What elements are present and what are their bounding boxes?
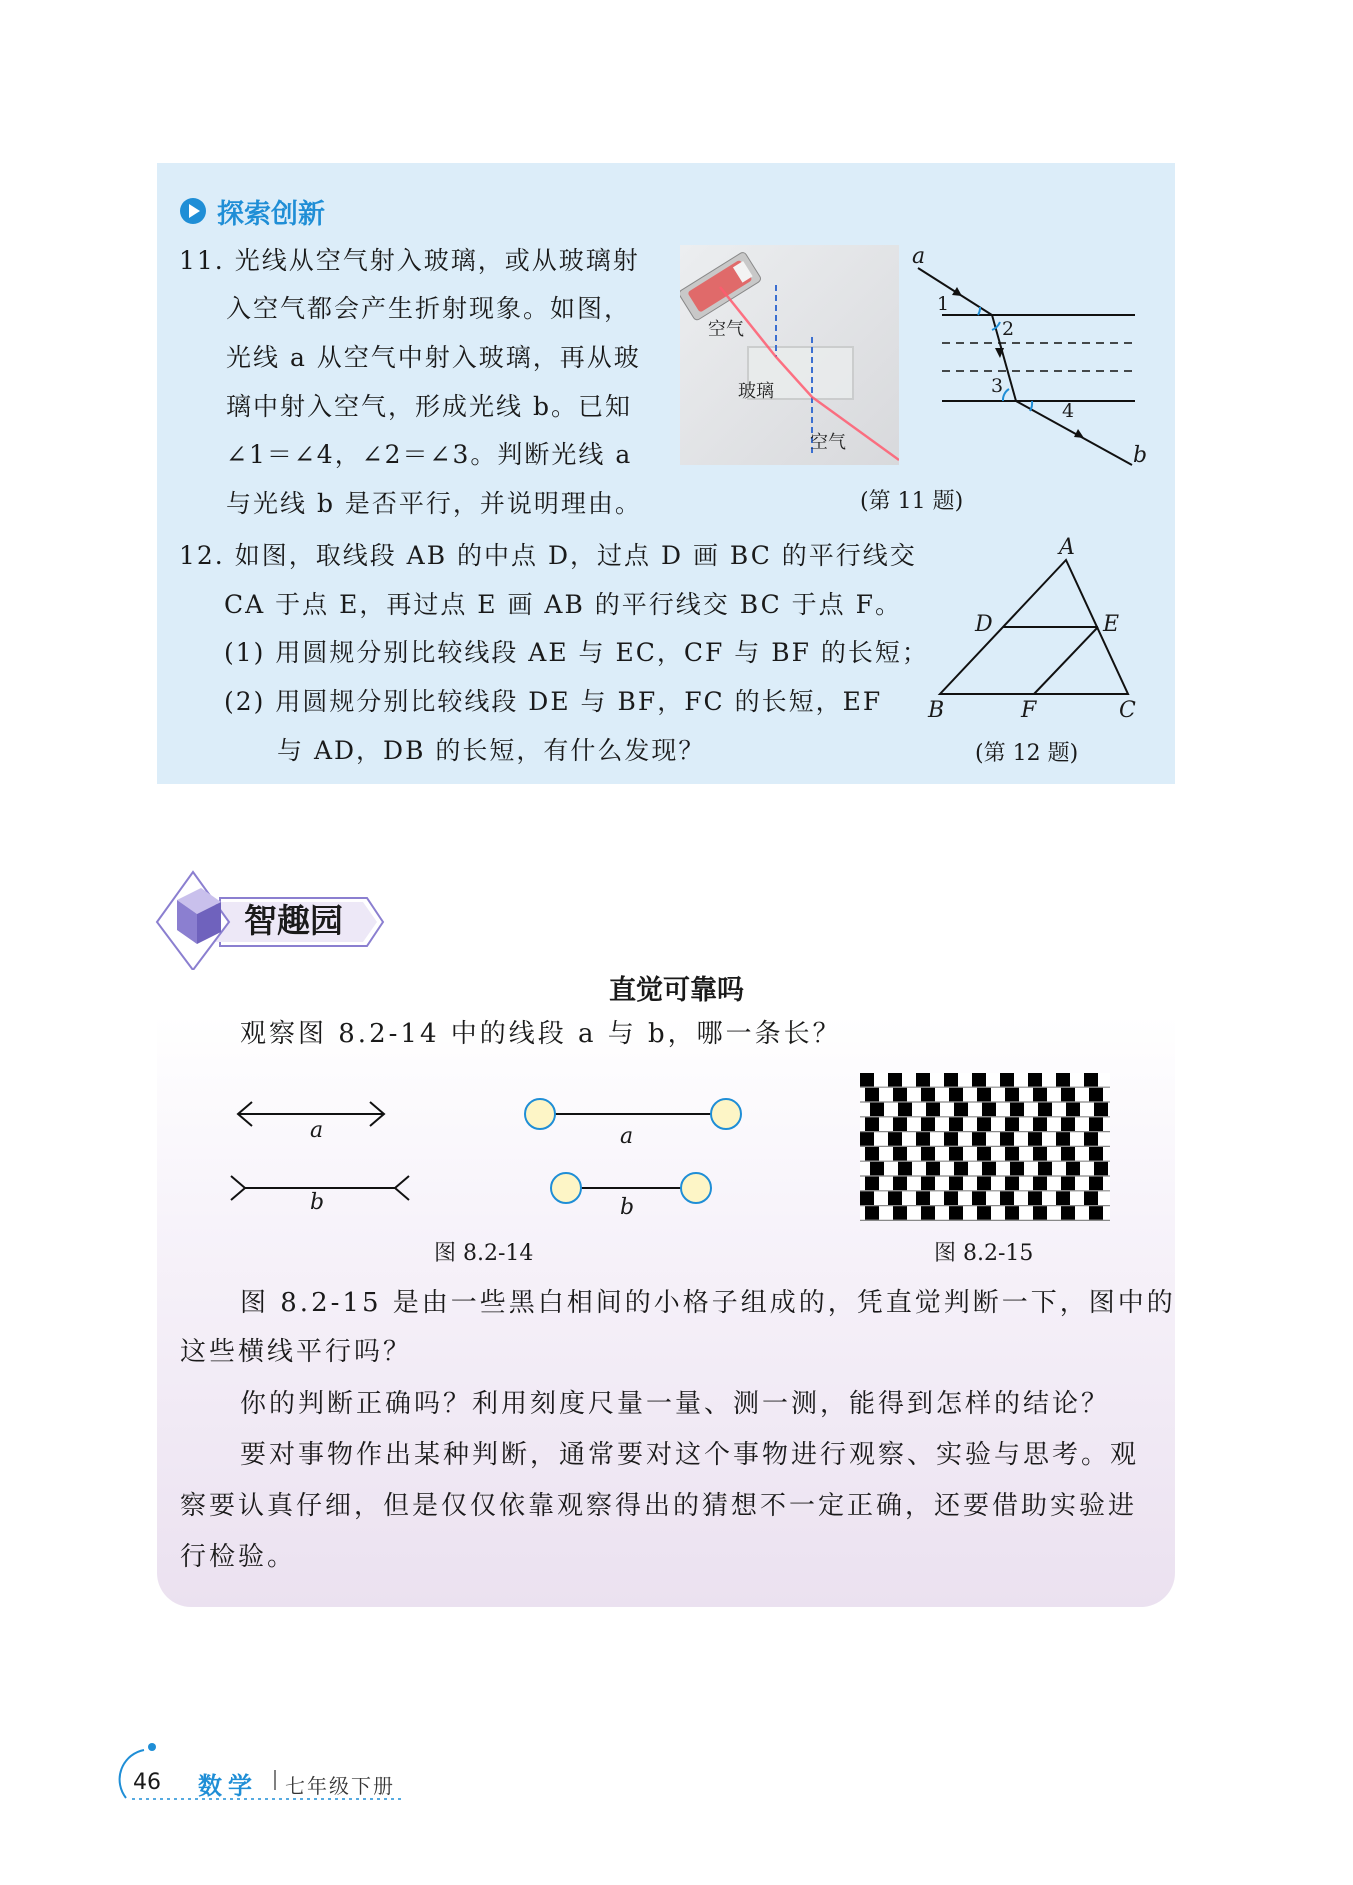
- q12-point-A: A: [1059, 535, 1075, 560]
- cafe-wall-tile: [1089, 1147, 1103, 1161]
- cafe-wall-tile: [893, 1177, 907, 1191]
- cafe-wall-tile: [1061, 1206, 1075, 1220]
- explore-title: 探索创新: [217, 198, 325, 230]
- cafe-wall-tile: [860, 1073, 874, 1087]
- fig15-caption: 图 8.2-15: [934, 1241, 1034, 1266]
- cafe-wall-tile: [1038, 1162, 1052, 1176]
- intuition-title: 直觉可靠吗: [609, 975, 744, 1006]
- cafe-wall-tile: [921, 1147, 935, 1161]
- cafe-wall-tile: [1084, 1073, 1098, 1087]
- footer-book-title: 七年级下册: [285, 1774, 395, 1798]
- cafe-wall-tile: [1089, 1177, 1103, 1191]
- q11-line-5: ∠1＝∠4，∠2＝∠3。判断光线 a: [226, 440, 633, 469]
- refraction-photo-drawing: [680, 245, 899, 465]
- refraction-photo: [680, 245, 899, 465]
- cafe-wall-tile: [926, 1162, 940, 1176]
- cafe-wall-tile: [1000, 1191, 1014, 1205]
- cafe-wall-tile: [921, 1088, 935, 1102]
- fig-8-2-14-muller-lyer: [220, 1090, 760, 1230]
- cafe-wall-tile: [893, 1206, 907, 1220]
- cafe-wall-tile: [1061, 1147, 1075, 1161]
- cafe-wall-tile: [1028, 1132, 1042, 1146]
- cafe-wall-tile: [865, 1088, 879, 1102]
- q11-line-2: 入空气都会产生折射现象。如图，: [226, 294, 632, 323]
- cafe-wall-tile: [977, 1088, 991, 1102]
- cafe-wall-tile: [1005, 1117, 1019, 1131]
- cafe-wall-tile: [1056, 1132, 1070, 1146]
- fig-8-2-15-cafe-wall: [860, 1073, 1110, 1221]
- cafe-wall-tile: [1010, 1162, 1024, 1176]
- cafe-wall-tile: [1033, 1147, 1047, 1161]
- q12-line-1: 12. 如图，取线段 AB 的中点 D，过点 D 画 BC 的平行线交: [179, 541, 917, 570]
- cafe-wall-tile: [893, 1088, 907, 1102]
- fig14-label-b-arrows: b: [310, 1190, 325, 1215]
- cafe-wall-tile: [977, 1147, 991, 1161]
- photo-label-glass: 玻璃: [738, 381, 774, 402]
- cafe-wall-tile: [865, 1117, 879, 1131]
- cafe-wall-tile: [1089, 1206, 1103, 1220]
- cafe-wall-tile: [1005, 1206, 1019, 1220]
- cafe-wall-tile: [977, 1177, 991, 1191]
- cafe-wall-tile: [1084, 1132, 1098, 1146]
- cafe-wall-tile: [1005, 1177, 1019, 1191]
- q12-line-2: CA 于点 E，再过点 E 画 AB 的平行线交 BC 于点 F。: [224, 590, 902, 619]
- q12-caption: (第 12 题): [975, 741, 1079, 766]
- intuition-intro: 观察图 8.2-14 中的线段 a 与 b，哪一条长？: [240, 1019, 842, 1049]
- cafe-wall-tile: [944, 1073, 958, 1087]
- cafe-wall-tile: [954, 1103, 968, 1117]
- photo-label-air-bottom: 空气: [810, 432, 846, 453]
- q11-angle-2: 2: [1002, 318, 1015, 340]
- fig14-label-a-circles: a: [620, 1124, 634, 1149]
- q11-line-4: 璃中射入空气，形成光线 b。已知: [226, 392, 632, 421]
- cafe-wall-tile: [977, 1117, 991, 1131]
- cafe-wall-tile: [893, 1117, 907, 1131]
- cafe-wall-tile: [1000, 1132, 1014, 1146]
- cafe-wall-tile: [898, 1103, 912, 1117]
- q11-angle-1: 1: [937, 293, 950, 315]
- q12-line-4: (2) 用圆规分别比较线段 DE 与 BF，FC 的长短，EF: [224, 687, 883, 716]
- cafe-wall-tile: [949, 1088, 963, 1102]
- q11-line-3: 光线 a 从空气中射入玻璃，再从玻: [226, 343, 641, 372]
- cafe-wall-tile: [949, 1147, 963, 1161]
- cafe-wall-tile: [1056, 1073, 1070, 1087]
- cafe-wall-tile: [1066, 1103, 1080, 1117]
- q11-angle-3: 3: [991, 375, 1004, 397]
- fig14-label-a-arrows: a: [310, 1118, 324, 1143]
- para-1-line-2: 这些横线平行吗？: [180, 1337, 413, 1367]
- cafe-wall-tile: [949, 1177, 963, 1191]
- q11-line-1: 11. 光线从空气射入玻璃，或从玻璃射: [179, 246, 640, 275]
- cafe-wall-tile: [921, 1117, 935, 1131]
- photo-label-air-top: 空气: [708, 319, 744, 340]
- q11-line-6: 与光线 b 是否平行，并说明理由。: [226, 489, 642, 518]
- q12-line-5: 与 AD，DB 的长短，有什么发现？: [277, 736, 706, 765]
- q11-angle-4: 4: [1062, 400, 1075, 422]
- q11-label-b: b: [1133, 443, 1148, 468]
- q11-caption: (第 11 题): [860, 489, 964, 514]
- cafe-wall-tile: [926, 1103, 940, 1117]
- cafe-wall-tile: [1061, 1088, 1075, 1102]
- q12-point-B: B: [928, 698, 945, 723]
- cafe-wall-tile: [1028, 1073, 1042, 1087]
- cafe-wall-tile: [1084, 1191, 1098, 1205]
- cafe-wall-tile: [1010, 1103, 1024, 1117]
- q12-line-3: (1) 用圆规分别比较线段 AE 与 EC，CF 与 BF 的长短；: [224, 638, 929, 667]
- cafe-wall-tile: [972, 1073, 986, 1087]
- para-1-line-1: 图 8.2-15 是由一些黑白相间的小格子组成的，凭直觉判断一下，图中的: [240, 1288, 1176, 1318]
- cafe-wall-tile: [1038, 1103, 1052, 1117]
- cafe-wall-tile: [888, 1191, 902, 1205]
- cafe-wall-tile: [949, 1206, 963, 1220]
- explore-heading: [179, 194, 325, 228]
- cafe-wall-tile: [1000, 1073, 1014, 1087]
- zhiqu-label: 智趣园: [244, 901, 343, 940]
- q12-point-F: F: [1021, 698, 1037, 723]
- cafe-wall-tile: [1005, 1147, 1019, 1161]
- cafe-wall-tile: [865, 1206, 879, 1220]
- cafe-wall-tile: [1028, 1191, 1042, 1205]
- q11-label-a: a: [912, 244, 926, 269]
- cafe-wall-tile: [860, 1191, 874, 1205]
- page-number: 46: [133, 1770, 161, 1795]
- cafe-wall-tile: [977, 1206, 991, 1220]
- cafe-wall-tile: [1033, 1206, 1047, 1220]
- fig14-label-b-circles: b: [620, 1195, 635, 1220]
- cafe-wall-tile: [1033, 1117, 1047, 1131]
- cafe-wall-tile: [949, 1117, 963, 1131]
- para-2: 你的判断正确吗？利用刻度尺量一量、测一测，能得到怎样的结论？: [240, 1389, 1111, 1419]
- cafe-wall-tile: [865, 1177, 879, 1191]
- play-circle-icon: [179, 197, 207, 225]
- cafe-wall-tile: [1089, 1088, 1103, 1102]
- cafe-wall-tile: [1094, 1162, 1108, 1176]
- cafe-wall-tile: [954, 1162, 968, 1176]
- cafe-wall-tile: [916, 1191, 930, 1205]
- cafe-wall-tile: [982, 1103, 996, 1117]
- cafe-wall-tile: [972, 1191, 986, 1205]
- cafe-wall-tile: [1066, 1162, 1080, 1176]
- cafe-wall-tile: [1033, 1088, 1047, 1102]
- para-3-line-2: 察要认真仔细，但是仅仅依靠观察得出的猜想不一定正确，还要借助实验进: [180, 1491, 1138, 1521]
- cafe-wall-tile: [1089, 1117, 1103, 1131]
- q12-point-D: D: [975, 612, 993, 637]
- q12-point-E: E: [1103, 612, 1120, 637]
- cafe-wall-tile: [921, 1206, 935, 1220]
- cafe-wall-tile: [1094, 1103, 1108, 1117]
- fig14-caption: 图 8.2-14: [434, 1241, 534, 1266]
- cafe-wall-tile: [1005, 1088, 1019, 1102]
- para-3-line-1: 要对事物作出某种判断，通常要对这个事物进行观察、实验与思考。观: [240, 1440, 1140, 1470]
- cafe-wall-tile: [916, 1132, 930, 1146]
- footer-subject: 数学: [198, 1772, 258, 1800]
- cafe-wall-tile: [916, 1073, 930, 1087]
- para-3-line-3: 行检验。: [180, 1542, 297, 1572]
- cafe-wall-tile: [1061, 1117, 1075, 1131]
- cafe-wall-tile: [972, 1132, 986, 1146]
- q11-refraction-diagram: [900, 240, 1170, 480]
- cafe-wall-tile: [898, 1162, 912, 1176]
- cafe-wall-tile: [888, 1132, 902, 1146]
- cafe-wall-tile: [1033, 1177, 1047, 1191]
- cafe-wall-tile: [1061, 1177, 1075, 1191]
- cafe-wall-tile: [888, 1073, 902, 1087]
- cafe-wall-tile: [860, 1132, 874, 1146]
- cafe-wall-tile: [893, 1147, 907, 1161]
- q12-point-C: C: [1119, 698, 1136, 723]
- cafe-wall-tile: [921, 1177, 935, 1191]
- cafe-wall-tile: [870, 1103, 884, 1117]
- cafe-wall-tile: [944, 1132, 958, 1146]
- cafe-wall-tile: [870, 1162, 884, 1176]
- cafe-wall-tile: [865, 1147, 879, 1161]
- cafe-wall-tile: [1056, 1191, 1070, 1205]
- cafe-wall-tile: [944, 1191, 958, 1205]
- cafe-wall-tile: [982, 1162, 996, 1176]
